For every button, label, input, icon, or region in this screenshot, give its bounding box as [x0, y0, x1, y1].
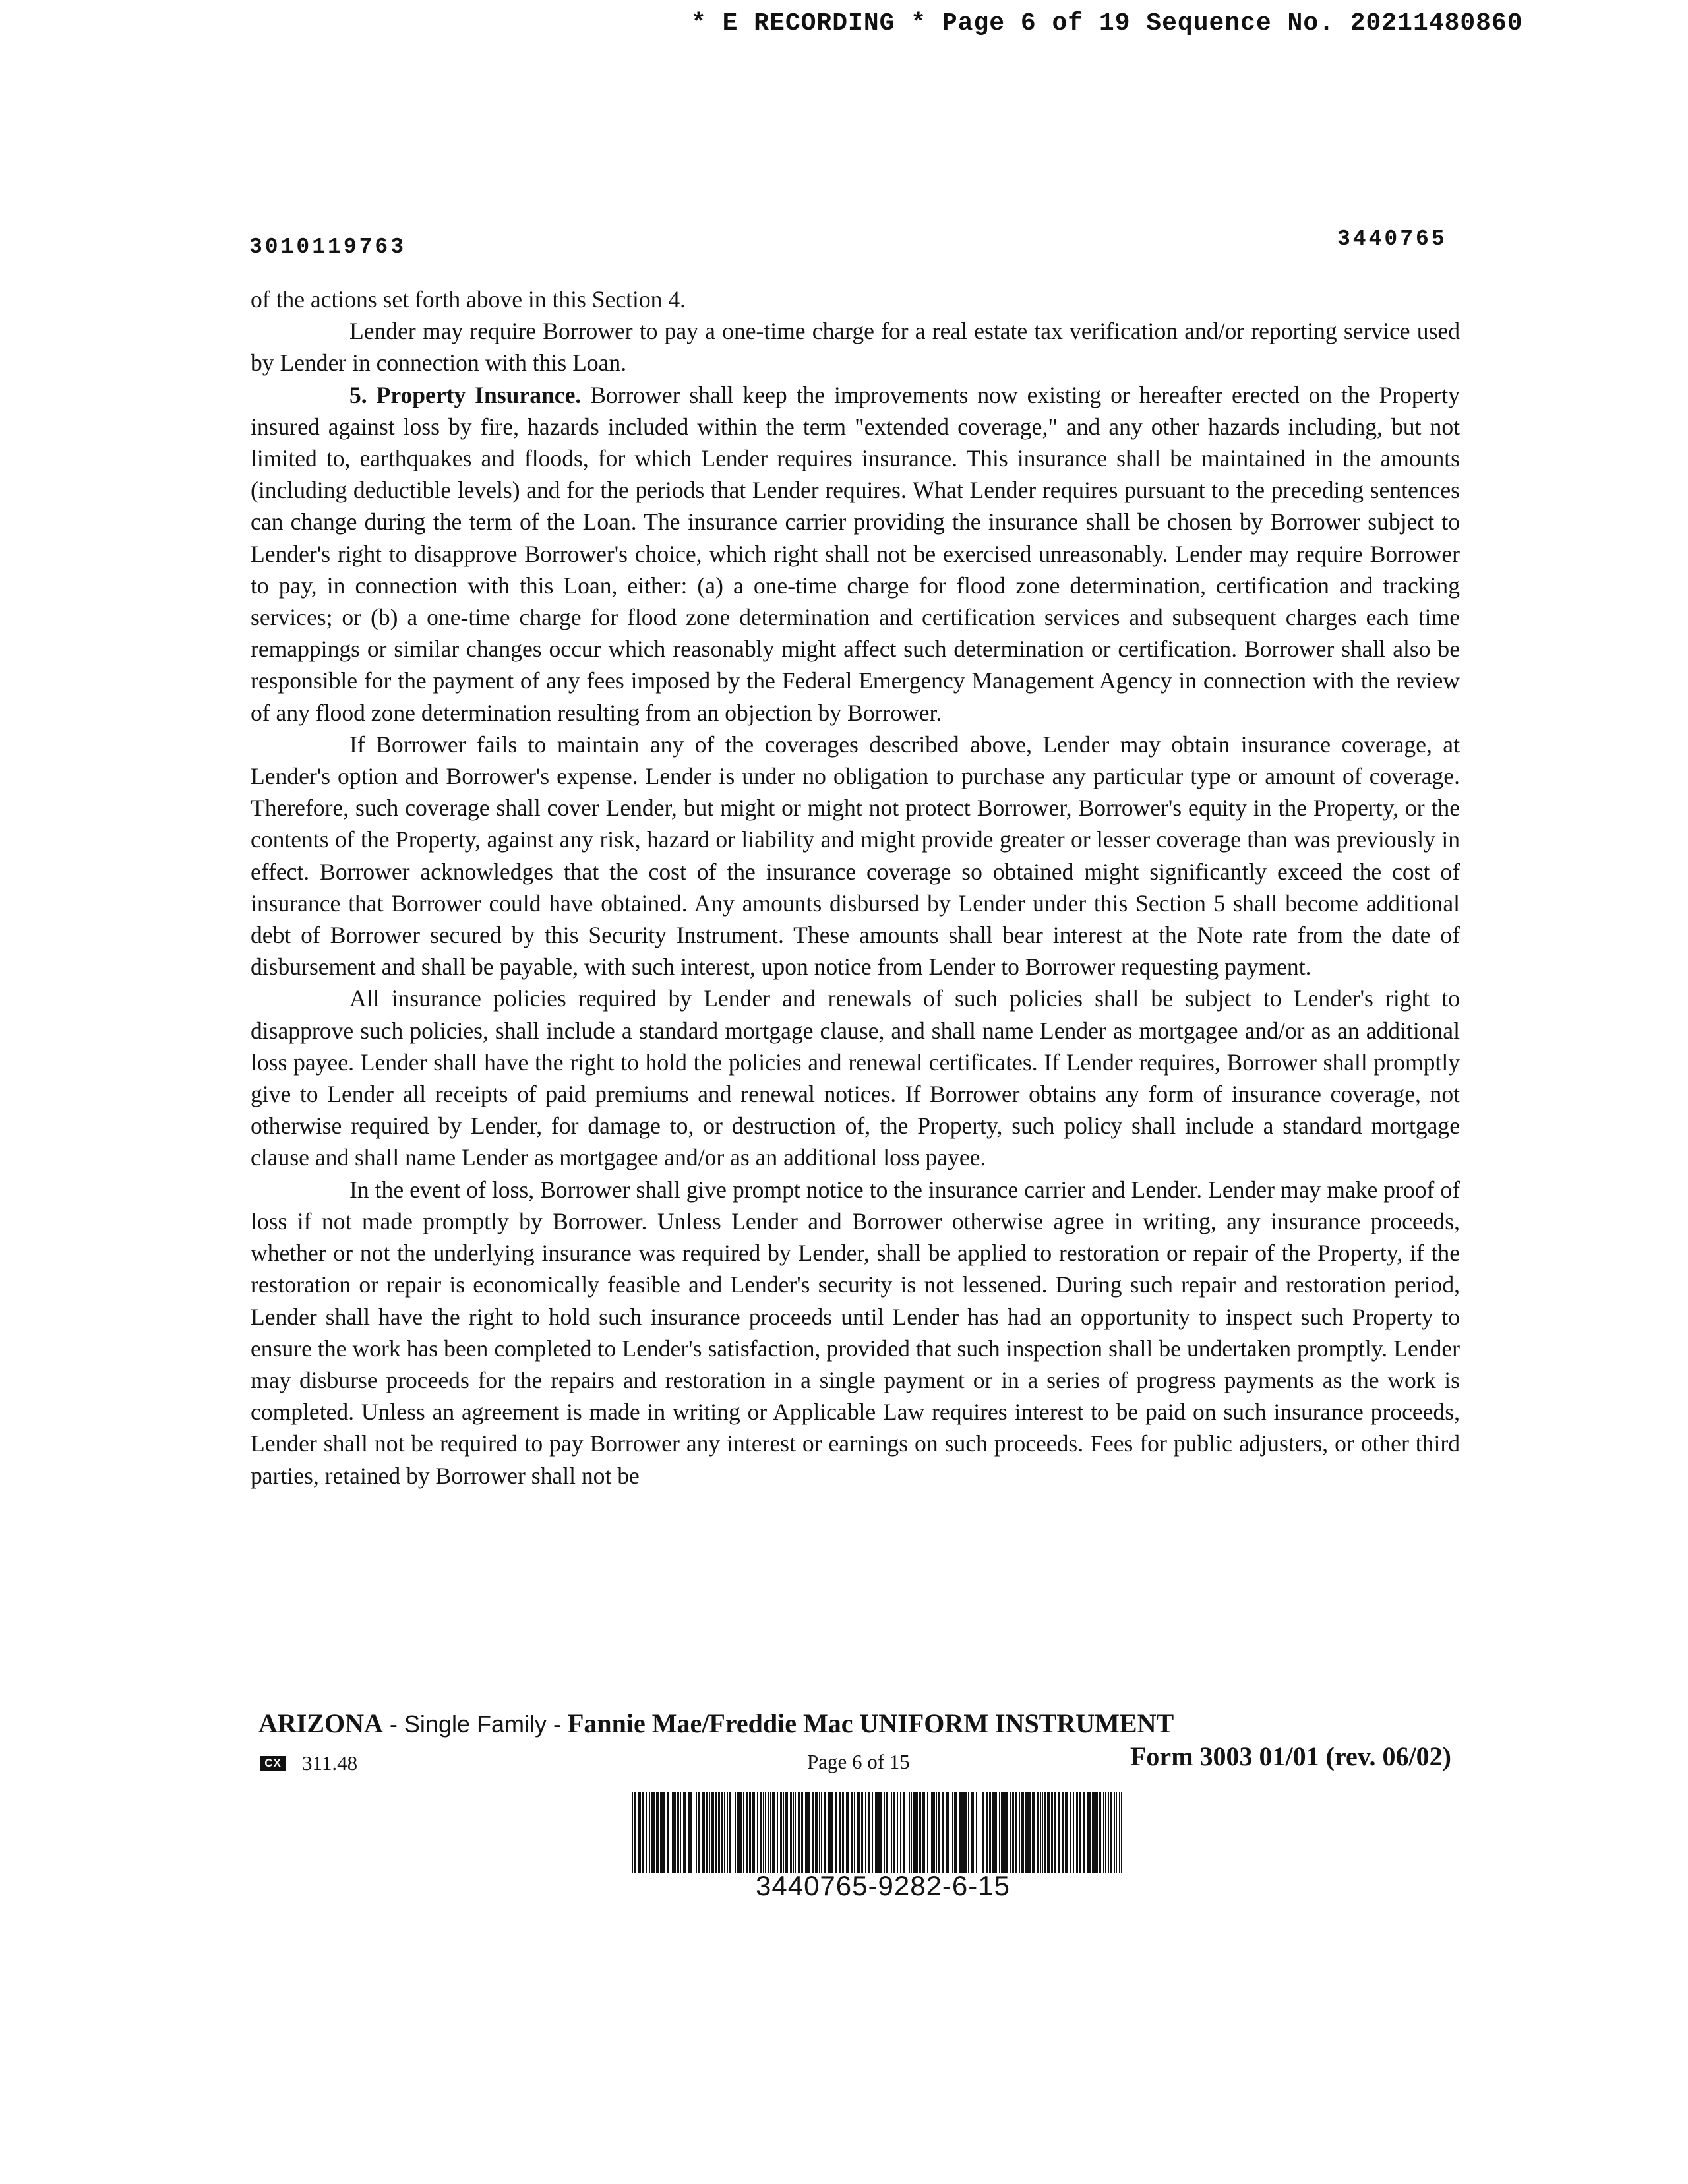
- barcode-bar: [919, 1792, 921, 1873]
- barcode-bar: [672, 1792, 673, 1873]
- barcode-bar: [795, 1792, 796, 1873]
- barcode-bar: [702, 1792, 705, 1873]
- barcode-bar: [777, 1792, 778, 1873]
- form-code-number: 311.48: [302, 1751, 358, 1774]
- barcode-bar: [1032, 1792, 1033, 1873]
- barcode-bar: [808, 1792, 810, 1873]
- barcode-bar: [1095, 1792, 1098, 1873]
- barcode-bar: [790, 1792, 792, 1873]
- barcode-bar: [1089, 1792, 1091, 1873]
- paragraph-5: All insurance policies required by Lender and renewals of such policies shall be subject to Lender's right to disapprove such policies, shall include a standard mortgage clause, and shall name Lender as mortgagee and/or as an additional loss payee. Lender shall have the right to hold the policies and renewal certificates. If Lender requires, Borrower shall promptly give to Lender all receipts of paid premiums and renewal notices. If Borrower obtains any form of insurance coverage, not otherwise required by Lender, for damage to, or destruction of, the Property, such policy shall include a standard mortgage clause and shall name Lender as mortgagee and/or as an additional loss payee.: [251, 985, 1460, 1171]
- barcode-number: 3440765-9282-6-15: [756, 1870, 1010, 1901]
- paragraph-3-text: Borrower shall keep the improvements now existing or hereafter erected on the Property insured against loss by fire, hazards included within the term "extended coverage," and any other hazards including, but not limited to, earthquakes and floods, for which Lender requires insurance. This insurance shall be maintained in the amounts (including deductible levels) and for the periods that Lender requires. What Lender requires pursuant to the preceding sentences can change during the term of the Loan. The insurance carrier providing the insurance shall be chosen by Borrower subject to Lender's right to disapprove Borrower's choice, which right shall not be exercised unreasonably. Lender may require Borrower to pay, in connection with this Loan, either: (a) a one-time charge for flood zone determination, certification and tracking services; or (b) a one-time charge for flood zone determination and certification services and subsequent charges each time remappings or similar changes occur which reasonably might affect such determination or certification. Borrower shall also be responsible for the payment of any fees imposed by the Federal Emergency Management Agency in connection with the review of any flood zone determination resulting from an objection by Borrower.: [251, 381, 1460, 726]
- barcode-bar: [1103, 1792, 1104, 1873]
- barcode-bar: [706, 1792, 708, 1873]
- barcode-bar: [1051, 1792, 1053, 1873]
- barcode-bar: [973, 1792, 974, 1873]
- barcode-bar: [880, 1792, 882, 1873]
- barcode-bar: [872, 1792, 873, 1873]
- barcode-bar: [698, 1792, 700, 1873]
- barcode-bar: [746, 1792, 748, 1873]
- barcode-bar: [653, 1792, 655, 1873]
- barcode-bar: [968, 1792, 969, 1873]
- barcode-bar: [854, 1792, 855, 1873]
- barcode-bar: [738, 1792, 740, 1873]
- barcode-bar: [865, 1792, 866, 1873]
- barcode-bar: [667, 1792, 669, 1873]
- barcode-bar: [656, 1792, 659, 1873]
- barcode-bar: [922, 1792, 924, 1873]
- barcode-bar: [1010, 1792, 1011, 1873]
- barcode-bar: [952, 1792, 953, 1873]
- barcode-bar: [1093, 1792, 1095, 1873]
- loan-number-right: 3440765: [1337, 227, 1447, 251]
- barcode-bar: [649, 1792, 650, 1873]
- barcode-bar: [903, 1792, 905, 1873]
- barcode-bar: [831, 1792, 833, 1873]
- document-body: [251, 284, 1460, 1492]
- barcode-bar: [709, 1792, 710, 1873]
- barcode-bar: [897, 1792, 898, 1873]
- barcode-bar: [1105, 1792, 1106, 1873]
- barcode-bar: [783, 1792, 784, 1873]
- barcode-bar: [1062, 1792, 1064, 1873]
- paragraph-2: Lender may require Borrower to pay a one-time charge for a real estate tax verification and/or reporting service used by Lender in connection with this Loan.: [251, 318, 1460, 377]
- paragraph-4: If Borrower fails to maintain any of the coverages described above, Lender may obtain insurance coverage, at Lender's option and Borrower's expense. Lender is under no obligation to purchase any particular type or amount of coverage. Therefore, such coverage shall cover Lender, but might or might not protect Borrower, Borrower's equity in the Property, or the contents of the Property, against any risk, hazard or liability and might provide greater or lesser coverage than was previously in effect. Borrower acknowledges that the cost of the insurance coverage so obtained might significantly exceed the cost of insurance that Borrower could have obtained. Any amounts disbursed by Lender under this Section 5 shall become additional debt of Borrower secured by this Security Instrument. These amounts shall bear interest at the Note rate from the date of disbursement and shall be payable, with such interest, upon notice from Lender to Borrower requesting payment.: [251, 731, 1460, 981]
- barcode-bar: [961, 1792, 963, 1873]
- barcode-bar: [924, 1792, 925, 1873]
- barcode-bar: [735, 1792, 736, 1873]
- barcode-bar: [1073, 1792, 1074, 1873]
- barcode-bar: [963, 1792, 965, 1873]
- barcode-bar: [743, 1792, 744, 1873]
- barcode-bar: [1042, 1792, 1043, 1873]
- barcode-bar: [819, 1792, 820, 1873]
- barcode-bar: [740, 1792, 742, 1873]
- paragraph-property-insurance: [251, 379, 1460, 729]
- barcode-bar: [785, 1792, 788, 1873]
- barcode-bar: [642, 1792, 644, 1873]
- barcode-bar: [1087, 1792, 1089, 1873]
- barcode-bar: [688, 1792, 690, 1873]
- barcode-bar: [765, 1792, 766, 1873]
- barcode-bar: [677, 1792, 679, 1873]
- barcode-bar: [663, 1792, 665, 1873]
- barcode-bar: [842, 1792, 844, 1873]
- barcode-bar: [780, 1792, 782, 1873]
- barcode-bar: [1021, 1792, 1024, 1873]
- barcode-bar: [828, 1792, 831, 1873]
- barcode-bar: [1037, 1792, 1039, 1873]
- barcode-bar: [931, 1792, 932, 1873]
- barcode-bar: [927, 1792, 928, 1873]
- barcode-bar: [1083, 1792, 1085, 1873]
- barcode-bar: [1114, 1792, 1115, 1873]
- barcode-bar: [976, 1792, 977, 1873]
- barcode-bar: [1004, 1792, 1006, 1873]
- loan-number-left: 3010119763: [249, 235, 407, 259]
- barcode-bar: [772, 1792, 775, 1873]
- recording-stamp: * E RECORDING * Page 6 of 19 Sequence No. 20211480860: [691, 9, 1523, 38]
- page-indicator: Page 6 of 15: [807, 1750, 910, 1773]
- section-heading: 5. Property Insurance.: [349, 381, 582, 408]
- barcode-bar: [959, 1792, 961, 1873]
- footer-sep-2: -: [546, 1711, 568, 1738]
- barcode-bar: [857, 1792, 860, 1873]
- barcode-bar: [690, 1792, 692, 1873]
- barcode-bar: [1040, 1792, 1041, 1873]
- barcode-bar: [1079, 1792, 1081, 1873]
- barcode-bar: [727, 1792, 728, 1873]
- barcode-bar: [1108, 1792, 1109, 1873]
- barcode-bar: [965, 1792, 967, 1873]
- barcode-bar: [994, 1792, 997, 1873]
- barcode-bar: [1119, 1792, 1120, 1873]
- barcode-bar: [936, 1792, 937, 1873]
- barcode-bar: [893, 1792, 895, 1873]
- barcode-bar: [942, 1792, 944, 1873]
- barcode-bar: [835, 1792, 837, 1873]
- barcode-bar: [1027, 1792, 1029, 1873]
- barcode-bar: [878, 1792, 880, 1873]
- barcode-bar: [821, 1792, 822, 1873]
- barcode-bar: [982, 1792, 984, 1873]
- barcode-bar: [721, 1792, 723, 1873]
- barcode-bar: [971, 1792, 973, 1873]
- footer-state: ARIZONA: [258, 1709, 383, 1738]
- barcode-bar: [1054, 1792, 1056, 1873]
- barcode-bar: [846, 1792, 849, 1873]
- barcode-bar: [805, 1792, 808, 1873]
- barcode-bar: [680, 1792, 681, 1873]
- barcode-bar: [900, 1792, 901, 1873]
- barcode-bar: [954, 1792, 957, 1873]
- barcode-bar: [884, 1792, 885, 1873]
- barcode-bar: [1058, 1792, 1060, 1873]
- barcode-bar: [1025, 1792, 1027, 1873]
- form-code: [260, 1751, 357, 1775]
- barcode-bar: [875, 1792, 878, 1873]
- footer-family: Single Family: [404, 1711, 547, 1738]
- barcode-bar: [1012, 1792, 1014, 1873]
- barcode-bar: [1006, 1792, 1008, 1873]
- barcode-bar: [646, 1792, 647, 1873]
- footer-sep-1: -: [382, 1711, 404, 1738]
- barcode-bar: [932, 1792, 935, 1873]
- barcode-bar: [1110, 1792, 1112, 1873]
- barcode-bar: [749, 1792, 751, 1873]
- barcode-bar: [763, 1792, 764, 1873]
- barcode-bar: [718, 1792, 720, 1873]
- barcode-bar: [752, 1792, 755, 1873]
- barcode-bar: [851, 1792, 853, 1873]
- barcode-bar: [673, 1792, 676, 1873]
- barcode-bar: [1070, 1792, 1071, 1873]
- barcode-bar: [729, 1792, 731, 1873]
- barcode-bar: [886, 1792, 888, 1873]
- barcode-bar: [999, 1792, 1000, 1873]
- footer-title: [258, 1708, 1511, 1739]
- barcode-bar: [913, 1792, 915, 1873]
- barcode-bar: [911, 1792, 912, 1873]
- barcode-bar: [1092, 1792, 1093, 1873]
- barcode-bar: [683, 1792, 686, 1873]
- barcode-bar: [715, 1792, 717, 1873]
- barcode-bar: [1121, 1792, 1122, 1873]
- barcode-bar: [992, 1792, 994, 1873]
- barcode-bar: [711, 1792, 713, 1873]
- paragraph-6: In the event of loss, Borrower shall give prompt notice to the insurance carrier and Lender. Lender may make proof of loss if not made promptly by Borrower. Unless Lender and Borrower otherwise agree in writing, any insurance proceeds, whether or not the underlying insurance was required by Lender, shall be applied to restoration or repair of the Property, if the restoration or repair is economically feasible and Lender's security is not lessened. During such repair and restoration period, Lender shall have the right to hold such insurance proceeds until Lender has had an opportunity to inspect such Property to ensure the work has been completed to Lender's satisfaction, provided that such inspection shall be undertaken promptly. Lender may disburse proceeds for the repairs and restoration in a single payment or in a series of progress payments as the work is completed. Unless an agreement is made in writing or Applicable Law requires interest to be paid on such insurance proceeds, Lender shall not be required to pay Borrower any interest or earnings on such proceeds. Fees for public adjusters, or other third parties, retained by Borrower shall not be: [251, 1176, 1460, 1489]
- barcode-bar: [815, 1792, 818, 1873]
- barcode: [632, 1792, 1122, 1873]
- barcode-bar: [634, 1792, 636, 1873]
- barcode-bar: [1065, 1792, 1068, 1873]
- barcode-bar: [946, 1792, 949, 1873]
- barcode-bar: [770, 1792, 771, 1873]
- footer-instrument: Fannie Mae/Freddie Mac UNIFORM INSTRUMENT: [567, 1709, 1174, 1738]
- barcode-bar: [760, 1792, 762, 1873]
- barcode-bar: [1033, 1792, 1035, 1873]
- barcode-bar: [696, 1792, 697, 1873]
- barcode-bar: [938, 1792, 940, 1873]
- barcode-bar: [651, 1792, 653, 1873]
- barcode-bar: [1015, 1792, 1017, 1873]
- barcode-bar: [660, 1792, 663, 1873]
- barcode-bar: [757, 1792, 758, 1873]
- paragraph-1: of the actions set forth above in this Section 4.: [251, 286, 686, 313]
- barcode-bar: [632, 1792, 633, 1873]
- barcode-bar: [724, 1792, 725, 1873]
- barcode-bar: [1116, 1792, 1117, 1873]
- barcode-bar: [1044, 1792, 1046, 1873]
- barcode-bar: [713, 1792, 714, 1873]
- barcode-bar: [737, 1792, 738, 1873]
- barcode-bar: [1001, 1792, 1004, 1873]
- barcode-bar: [915, 1792, 918, 1873]
- barcode-bar: [1076, 1792, 1078, 1873]
- barcode-bar: [1047, 1792, 1050, 1873]
- barcode-bar: [989, 1792, 991, 1873]
- barcode-bar: [798, 1792, 800, 1873]
- barcode-bar: [861, 1792, 863, 1873]
- form-number: Form 3003 01/01 (rev. 06/02): [1130, 1742, 1451, 1771]
- barcode-bar: [839, 1792, 841, 1873]
- barcode-bar: [824, 1792, 826, 1873]
- barcode-bar: [793, 1792, 794, 1873]
- barcode-bar: [1099, 1792, 1101, 1873]
- barcode-bar: [1019, 1792, 1020, 1873]
- barcode-bar: [868, 1792, 870, 1873]
- barcode-bar: [801, 1792, 803, 1873]
- barcode-bar: [812, 1792, 814, 1873]
- barcode-bar: [1029, 1792, 1031, 1873]
- barcode-bar: [909, 1792, 910, 1873]
- barcode-bar: [768, 1792, 769, 1873]
- barcode-bar: [891, 1792, 892, 1873]
- barcode-bar: [986, 1792, 988, 1873]
- barcode-bar: [638, 1792, 641, 1873]
- cx-logo-icon: CX: [260, 1756, 286, 1771]
